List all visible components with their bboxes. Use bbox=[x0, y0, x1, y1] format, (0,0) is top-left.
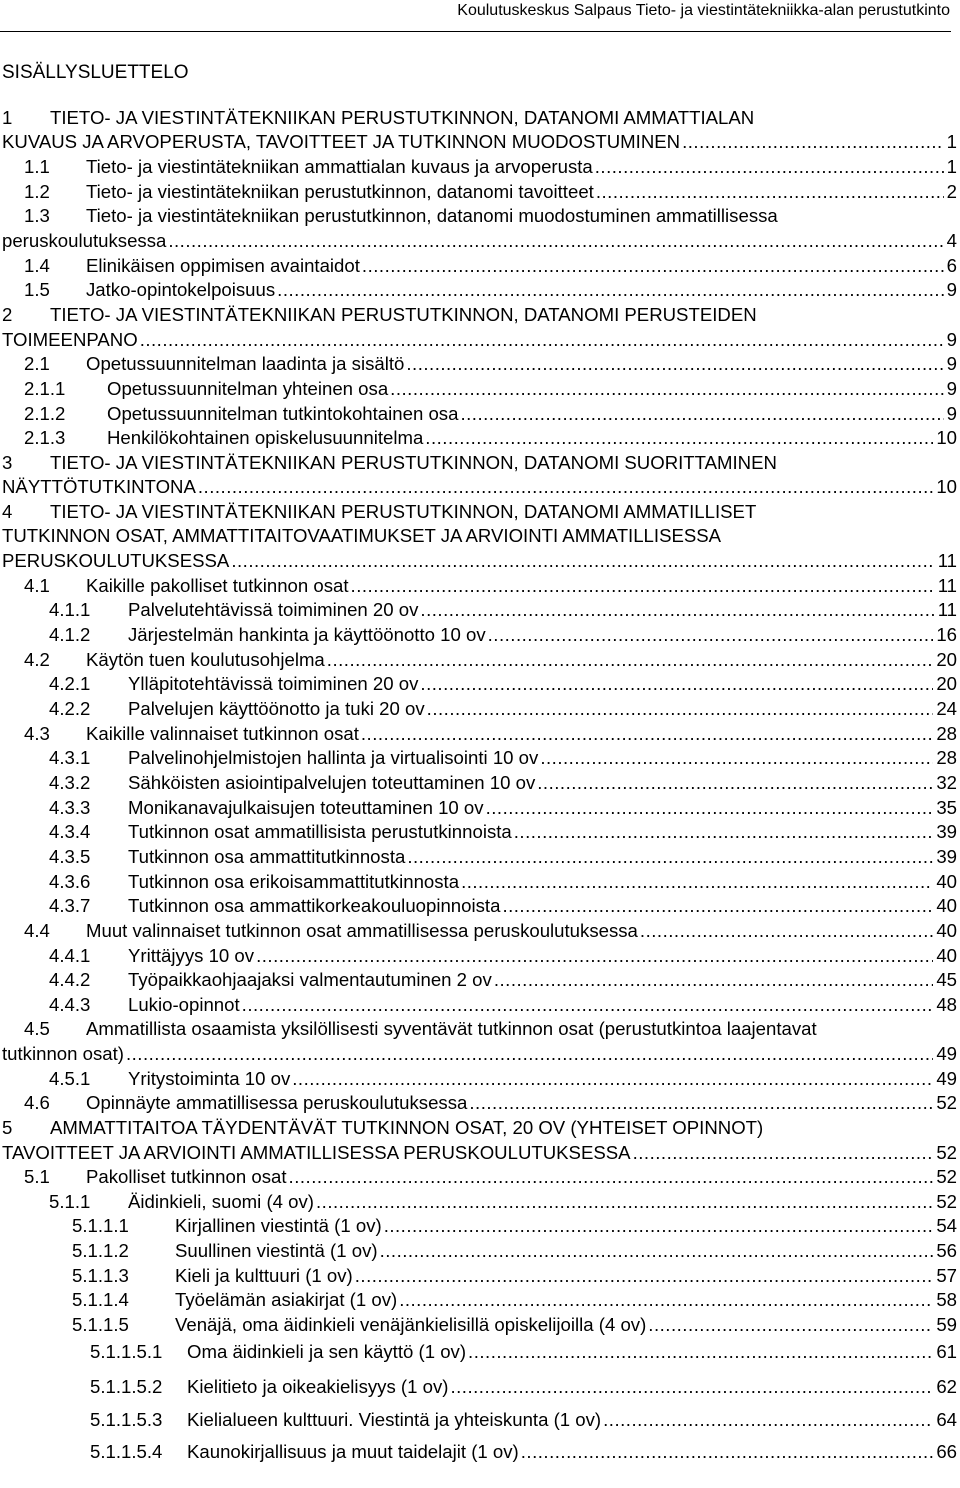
toc-entry[interactable] bbox=[24, 204, 957, 228]
toc-entry[interactable] bbox=[90, 1340, 957, 1364]
toc-entry[interactable] bbox=[49, 598, 957, 622]
toc-entry-number: 5.1.1.1 bbox=[72, 1215, 129, 1236]
toc-entry-page: 54 bbox=[933, 1214, 957, 1238]
toc-entry-number: 5.1.1.5.3 bbox=[90, 1409, 163, 1430]
toc-entry-title: TAVOITTEET JA ARVIOINTI AMMATILLISESSA PERUSKOULUTUKSESSA bbox=[2, 1142, 631, 1163]
toc-entry-number: 4.4.1 bbox=[49, 945, 91, 966]
dot-leader bbox=[384, 1214, 953, 1238]
dot-leader bbox=[420, 598, 953, 622]
toc-entry-title: Muut valinnaiset tutkinnon osat ammatillisessa peruskoulutuksessa bbox=[86, 920, 638, 941]
toc-entry-number: 4.1.2 bbox=[49, 624, 91, 645]
dot-leader bbox=[596, 180, 953, 204]
toc-entry-title: Sähköisten asiointipalvelujen toteuttaminen 10 ov bbox=[128, 772, 536, 793]
toc-entry[interactable] bbox=[49, 845, 957, 869]
toc-entry-number: 4 bbox=[2, 501, 13, 522]
toc-entry-page: 40 bbox=[933, 870, 957, 894]
dot-leader bbox=[682, 130, 953, 154]
dot-leader bbox=[407, 845, 953, 869]
dot-leader bbox=[633, 1141, 953, 1165]
toc-entry-number: 4.4.2 bbox=[49, 969, 91, 990]
toc-entry-title: NÄYTTÖTUTKINTONA bbox=[2, 476, 196, 497]
dot-leader bbox=[362, 254, 953, 278]
toc-entry-title: Opetussuunnitelman laadinta ja sisältö bbox=[86, 353, 405, 374]
toc-entry-number: 4.2.2 bbox=[49, 698, 91, 719]
toc-entry[interactable] bbox=[49, 1067, 957, 1091]
toc-entry[interactable] bbox=[24, 1165, 957, 1189]
toc-entry-number: 1.1 bbox=[24, 156, 50, 177]
dot-leader bbox=[231, 549, 953, 573]
toc-entry-number: 2.1.2 bbox=[24, 403, 66, 424]
dot-leader bbox=[289, 1165, 953, 1189]
toc-entry-title: Kaunokirjallisuus ja muut taidelajit (1 ov) bbox=[187, 1441, 519, 1462]
dot-leader bbox=[469, 1091, 953, 1115]
toc-entry-number: 4.4 bbox=[24, 920, 50, 941]
toc-entry-title: Monikanavajulkaisujen toteuttaminen 10 ov bbox=[128, 797, 484, 818]
toc-entry[interactable] bbox=[24, 402, 957, 426]
toc-entry-number: 1.5 bbox=[24, 279, 50, 300]
toc-entry[interactable] bbox=[72, 1214, 957, 1238]
toc-entry-title: Ylläpitotehtävissä toimiminen 20 ov bbox=[128, 673, 419, 694]
toc-entry[interactable] bbox=[24, 352, 957, 376]
toc-entry-title: Kielialueen kulttuuri. Viestintä ja yhteiskunta (1 ov) bbox=[187, 1409, 602, 1430]
toc-entry-number: 4.6 bbox=[24, 1092, 50, 1113]
toc-entry[interactable] bbox=[49, 623, 957, 647]
toc-entry-title: Opinnäyte ammatillisessa peruskoulutuksessa bbox=[86, 1092, 468, 1113]
toc-entry-title: Oma äidinkieli ja sen käyttö (1 ov) bbox=[187, 1341, 467, 1362]
toc-entry-title: peruskoulutuksessa bbox=[2, 230, 167, 251]
toc-entry[interactable] bbox=[49, 894, 957, 918]
toc-entry-title: Tutkinnon osa ammattitutkinnosta bbox=[128, 846, 406, 867]
dot-leader bbox=[540, 746, 953, 770]
toc-entry-title: Jatko-opintokelpoisuus bbox=[86, 279, 276, 300]
toc-entry-title: Venäjä, oma äidinkieli venäjänkielisillä opiskelijoilla (4 ov) bbox=[175, 1314, 647, 1335]
toc-entry-number: 5.1.1.5.1 bbox=[90, 1341, 163, 1362]
dot-leader bbox=[514, 820, 953, 844]
dot-leader bbox=[256, 944, 953, 968]
dot-leader bbox=[277, 278, 953, 302]
dot-leader bbox=[406, 352, 953, 376]
toc-entry-number: 5.1 bbox=[24, 1166, 50, 1187]
toc-entry-title: TIETO- JA VIESTINTÄTEKNIIKAN PERUSTUTKINNON, DATANOMI AMMATTIALAN bbox=[50, 107, 755, 128]
toc-entry-number: 4.3.6 bbox=[49, 871, 91, 892]
toc-entry[interactable] bbox=[24, 574, 957, 598]
toc-entry-title: Työpaikkaohjaajaksi valmentautuminen 2 ov bbox=[128, 969, 492, 990]
toc-entry[interactable] bbox=[49, 796, 957, 820]
toc-entry-page: 40 bbox=[933, 944, 957, 968]
dot-leader bbox=[450, 1375, 953, 1399]
header-rule bbox=[0, 31, 951, 32]
page-title: SISÄLLYSLUETTELO bbox=[2, 62, 189, 83]
dot-leader bbox=[140, 328, 953, 352]
toc-entry[interactable] bbox=[24, 1017, 957, 1041]
toc-entry-title: TIETO- JA VIESTINTÄTEKNIIKAN PERUSTUTKINNON, DATANOMI AMMATILLISET bbox=[50, 501, 757, 522]
toc-entry-number: 5.1.1 bbox=[49, 1191, 91, 1212]
toc-entry-page: 58 bbox=[933, 1288, 957, 1312]
toc-entry-page: 45 bbox=[933, 968, 957, 992]
toc-entry-number: 4.5 bbox=[24, 1018, 50, 1039]
dot-leader bbox=[460, 402, 953, 426]
toc-entry-title: Kielitieto ja oikeakielisyys (1 ov) bbox=[187, 1376, 449, 1397]
toc-entry-number: 2 bbox=[2, 304, 13, 325]
toc-entry[interactable] bbox=[72, 1288, 957, 1312]
toc-entry-number: 4.2.1 bbox=[49, 673, 91, 694]
toc-entry-title: AMMATTITAITOA TÄYDENTÄVÄT TUTKINNON OSAT, 20 OV (YHTEISET OPINNOT) bbox=[50, 1117, 764, 1138]
toc-entry[interactable] bbox=[2, 1116, 957, 1140]
toc-entry-number: 4.3.7 bbox=[49, 895, 91, 916]
toc-entry-page: 11 bbox=[935, 549, 957, 573]
toc-entry-title: Kaikille valinnaiset tutkinnon osat bbox=[86, 723, 359, 744]
dot-leader bbox=[494, 968, 953, 992]
toc-entry[interactable] bbox=[90, 1440, 957, 1464]
toc-entry-page: 49 bbox=[933, 1067, 957, 1091]
toc-entry-number: 5.1.1.3 bbox=[72, 1265, 129, 1286]
toc-entry-title: Suullinen viestintä (1 ov) bbox=[175, 1240, 378, 1261]
toc-entry-number: 4.3.5 bbox=[49, 846, 91, 867]
dot-leader bbox=[648, 1313, 953, 1337]
toc-entry-title: Tutkinnon osat ammatillisista perustutkinnoista bbox=[128, 821, 512, 842]
dot-leader bbox=[327, 648, 953, 672]
toc-entry-page: 4 bbox=[944, 229, 957, 253]
toc-entry[interactable] bbox=[24, 278, 957, 302]
toc-entry-number: 3 bbox=[2, 452, 13, 473]
toc-entry-page: 40 bbox=[933, 919, 957, 943]
toc-entry-number: 4.4.3 bbox=[49, 994, 91, 1015]
toc-entry-number: 4.2 bbox=[24, 649, 50, 670]
toc-entry-page: 49 bbox=[933, 1042, 957, 1066]
toc-entry[interactable] bbox=[2, 1141, 957, 1165]
toc-entry-number: 1.3 bbox=[24, 205, 50, 226]
toc-entry-page: 10 bbox=[933, 475, 957, 499]
toc-entry-title: Opetussuunnitelman yhteinen osa bbox=[107, 378, 389, 399]
toc-entry-page: 66 bbox=[933, 1440, 957, 1464]
dot-leader bbox=[461, 870, 953, 894]
toc-entry-page: 28 bbox=[933, 746, 957, 770]
toc-entry-number: 5.1.1.5 bbox=[72, 1314, 129, 1335]
toc-entry-title: Elinikäisen oppimisen avaintaidot bbox=[86, 255, 360, 276]
toc-entry[interactable] bbox=[49, 771, 957, 795]
toc-entry-page: 59 bbox=[933, 1313, 957, 1337]
dot-leader bbox=[168, 229, 953, 253]
toc-entry-title: Kieli ja kulttuuri (1 ov) bbox=[175, 1265, 353, 1286]
toc-entry-title: Järjestelmän hankinta ja käyttöönotto 10 ov bbox=[128, 624, 486, 645]
dot-leader bbox=[198, 475, 953, 499]
toc-entry-page: 9 bbox=[944, 377, 957, 401]
toc-entry-page: 9 bbox=[944, 328, 957, 352]
toc-entry-number: 4.3.2 bbox=[49, 772, 91, 793]
toc-entry[interactable] bbox=[24, 919, 957, 943]
dot-leader bbox=[427, 697, 953, 721]
toc-entry[interactable] bbox=[24, 155, 957, 179]
toc-entry-title: Ammatillista osaamista yksilöllisesti syventävät tutkinnon osat (perustutkintoa laajentavat bbox=[86, 1018, 817, 1039]
toc-entry-number: 1.2 bbox=[24, 181, 50, 202]
toc-entry-title: Kaikille pakolliset tutkinnon osat bbox=[86, 575, 349, 596]
toc-entry-page: 35 bbox=[933, 796, 957, 820]
toc-entry-page: 56 bbox=[933, 1239, 957, 1263]
toc-entry-number: 5 bbox=[2, 1117, 13, 1138]
toc-entry-title: TUTKINNON OSAT, AMMATTITAITOVAATIMUKSET JA ARVIOINTI AMMATILLISESSA bbox=[2, 525, 722, 546]
toc-entry-number: 5.1.1.2 bbox=[72, 1240, 129, 1261]
toc-entry-number: 2.1.3 bbox=[24, 427, 66, 448]
toc-entry-title: Opetussuunnitelman tutkintokohtainen osa bbox=[107, 403, 459, 424]
toc-entry-number: 4.5.1 bbox=[49, 1068, 91, 1089]
toc-entry-page: 20 bbox=[933, 648, 957, 672]
toc-entry[interactable] bbox=[49, 944, 957, 968]
toc-entry[interactable] bbox=[24, 1091, 957, 1115]
toc-entry[interactable] bbox=[90, 1408, 957, 1432]
toc-entry-title: Tutkinnon osa erikoisammattitutkinnosta bbox=[128, 871, 460, 892]
toc-entry[interactable] bbox=[49, 672, 957, 696]
toc-entry[interactable] bbox=[49, 870, 957, 894]
toc-entry-page: 32 bbox=[933, 771, 957, 795]
toc-entry-title: Työelämän asiakirjat (1 ov) bbox=[175, 1289, 398, 1310]
toc-entry-page: 62 bbox=[933, 1375, 957, 1399]
dot-leader bbox=[355, 1264, 953, 1288]
dot-leader bbox=[521, 1440, 953, 1464]
toc-entry-number: 4.3 bbox=[24, 723, 50, 744]
dot-leader bbox=[425, 426, 953, 450]
toc-entry-page: 64 bbox=[933, 1408, 957, 1432]
dot-leader bbox=[351, 574, 953, 598]
dot-leader bbox=[488, 623, 953, 647]
dot-leader bbox=[486, 796, 953, 820]
toc-entry-page: 48 bbox=[933, 993, 957, 1017]
toc-entry[interactable] bbox=[2, 328, 957, 352]
toc-entry-page: 16 bbox=[933, 623, 957, 647]
toc-entry-number: 4.3.1 bbox=[49, 747, 91, 768]
toc-entry-title: TOIMEENPANO bbox=[2, 329, 138, 350]
toc-entry-page: 52 bbox=[933, 1091, 957, 1115]
dot-leader bbox=[603, 1408, 953, 1432]
toc-entry-number: 4.1.1 bbox=[49, 599, 91, 620]
dot-leader bbox=[316, 1190, 953, 1214]
dot-leader bbox=[468, 1340, 953, 1364]
toc-entry-title: Palvelinohjelmistojen hallinta ja virtualisointi 10 ov bbox=[128, 747, 539, 768]
toc-entry-title: KUVAUS JA ARVOPERUSTA, TAVOITTEET JA TUTKINNON MUODOSTUMINEN bbox=[2, 131, 681, 152]
toc-entry-title: tutkinnon osat) bbox=[2, 1043, 124, 1064]
toc-entry-page: 39 bbox=[933, 820, 957, 844]
toc-entry[interactable] bbox=[2, 500, 957, 524]
dot-leader bbox=[242, 993, 953, 1017]
toc-entry[interactable] bbox=[49, 820, 957, 844]
toc-entry[interactable] bbox=[49, 968, 957, 992]
toc-entry[interactable] bbox=[72, 1239, 957, 1263]
toc-entry[interactable] bbox=[72, 1313, 957, 1337]
toc-entry-number: 5.1.1.5.2 bbox=[90, 1376, 163, 1397]
toc-entry-page: 20 bbox=[933, 672, 957, 696]
toc-entry-title: Kirjallinen viestintä (1 ov) bbox=[175, 1215, 382, 1236]
toc-entry-number: 2.1 bbox=[24, 353, 50, 374]
toc-entry-page: 24 bbox=[933, 697, 957, 721]
header-text: Koulutuskeskus Salpaus Tieto- ja viestintätekniikka-alan perustutkinto bbox=[457, 2, 950, 19]
dot-leader bbox=[537, 771, 953, 795]
toc-entry[interactable] bbox=[24, 254, 957, 278]
dot-leader bbox=[292, 1067, 953, 1091]
toc-entry-number: 4.3.4 bbox=[49, 821, 91, 842]
dot-leader bbox=[126, 1042, 953, 1066]
toc-entry-number: 1 bbox=[2, 107, 13, 128]
dot-leader bbox=[502, 894, 953, 918]
toc-entry-page: 9 bbox=[944, 278, 957, 302]
toc-entry-number: 4.3.3 bbox=[49, 797, 91, 818]
toc-entry-title: Yritystoiminta 10 ov bbox=[128, 1068, 291, 1089]
toc-entry[interactable] bbox=[49, 1190, 957, 1214]
toc-entry-title: Palvelutehtävissä toimiminen 20 ov bbox=[128, 599, 419, 620]
toc-entry-title: Yrittäjyys 10 ov bbox=[128, 945, 255, 966]
toc-entry-title: Äidinkieli, suomi (4 ov) bbox=[128, 1191, 315, 1212]
dot-leader bbox=[361, 722, 953, 746]
toc-entry-title: PERUSKOULUTUKSESSA bbox=[2, 550, 230, 571]
toc-entry[interactable] bbox=[24, 377, 957, 401]
page-header bbox=[0, 0, 960, 36]
toc-entry-title: Käytön tuen koulutusohjelma bbox=[86, 649, 325, 670]
toc-entry[interactable] bbox=[2, 106, 957, 130]
toc-entry-title: TIETO- JA VIESTINTÄTEKNIIKAN PERUSTUTKINNON, DATANOMI PERUSTEIDEN bbox=[50, 304, 757, 325]
toc-entry[interactable] bbox=[49, 993, 957, 1017]
dot-leader bbox=[420, 672, 953, 696]
toc-entry[interactable] bbox=[2, 475, 957, 499]
dot-leader bbox=[399, 1288, 953, 1312]
toc-entry[interactable] bbox=[2, 130, 957, 154]
toc-entry-page: 6 bbox=[944, 254, 957, 278]
toc-entry-page: 1 bbox=[944, 155, 957, 179]
toc-entry[interactable] bbox=[2, 524, 957, 548]
toc-entry[interactable] bbox=[49, 746, 957, 770]
toc-entry-number: 5.1.1.5.4 bbox=[90, 1441, 163, 1462]
toc-entry-page: 1 bbox=[944, 130, 957, 154]
toc-entry[interactable] bbox=[72, 1264, 957, 1288]
toc-entry-page: 9 bbox=[944, 402, 957, 426]
toc-entry-title: Tieto- ja viestintätekniikan ammattialan kuvaus ja arvoperusta bbox=[86, 156, 593, 177]
toc-entry[interactable] bbox=[90, 1375, 957, 1399]
toc-entry-page: 61 bbox=[933, 1340, 957, 1364]
dot-leader bbox=[380, 1239, 953, 1263]
toc-entry-page: 57 bbox=[933, 1264, 957, 1288]
toc-entry-page: 39 bbox=[933, 845, 957, 869]
toc-entry[interactable] bbox=[2, 1042, 957, 1066]
toc-entry-page: 10 bbox=[933, 426, 957, 450]
toc-entry[interactable] bbox=[24, 648, 957, 672]
toc-entry-title: Tutkinnon osa ammattikorkeakouluopinnoista bbox=[128, 895, 501, 916]
toc-entry-page: 11 bbox=[935, 598, 957, 622]
toc-entry[interactable] bbox=[2, 451, 957, 475]
toc-entry[interactable] bbox=[2, 549, 957, 573]
toc-entry-page: 11 bbox=[935, 574, 957, 598]
toc-entry[interactable] bbox=[2, 303, 957, 327]
toc-entry-page: 40 bbox=[933, 894, 957, 918]
toc-entry-number: 4.1 bbox=[24, 575, 50, 596]
dot-leader bbox=[390, 377, 953, 401]
toc-entry-number: 2.1.1 bbox=[24, 378, 66, 399]
toc-entry-title: Lukio-opinnot bbox=[128, 994, 240, 1015]
toc-entry-title: TIETO- JA VIESTINTÄTEKNIIKAN PERUSTUTKINNON, DATANOMI SUORITTAMINEN bbox=[50, 452, 777, 473]
toc-entry-page: 9 bbox=[944, 352, 957, 376]
dot-leader bbox=[595, 155, 953, 179]
toc-entry-page: 52 bbox=[933, 1190, 957, 1214]
toc-entry-title: Tieto- ja viestintätekniikan perustutkinnon, datanomi muodostuminen ammatillisessa bbox=[86, 205, 778, 226]
toc-entry[interactable] bbox=[2, 229, 957, 253]
dot-leader bbox=[640, 919, 953, 943]
toc-entry-page: 2 bbox=[944, 180, 957, 204]
toc-entry[interactable] bbox=[24, 426, 957, 450]
toc-entry-title: Tieto- ja viestintätekniikan perustutkinnon, datanomi tavoitteet bbox=[86, 181, 594, 202]
toc-entry-title: Henkilökohtainen opiskelusuunnitelma bbox=[107, 427, 424, 448]
toc-entry-page: 52 bbox=[933, 1141, 957, 1165]
toc-entry-page: 52 bbox=[933, 1165, 957, 1189]
toc-entry-page: 28 bbox=[933, 722, 957, 746]
toc-entry-title: Palvelujen käyttöönotto ja tuki 20 ov bbox=[128, 698, 425, 719]
toc-entry-number: 1.4 bbox=[24, 255, 50, 276]
toc-entry-number: 5.1.1.4 bbox=[72, 1289, 129, 1310]
toc-entry[interactable] bbox=[24, 180, 957, 204]
toc-entry[interactable] bbox=[24, 722, 957, 746]
toc-entry-title: Pakolliset tutkinnon osat bbox=[86, 1166, 287, 1187]
toc-entry[interactable] bbox=[49, 697, 957, 721]
